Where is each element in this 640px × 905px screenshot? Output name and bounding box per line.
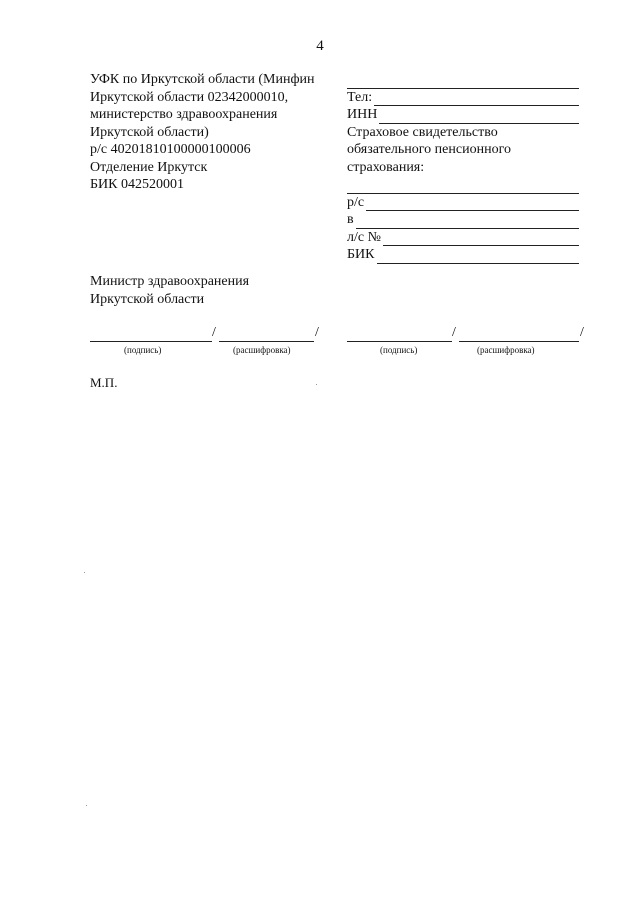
account-field-line[interactable] (366, 197, 579, 211)
minister-title (90, 273, 249, 308)
recipient-requisites (347, 71, 579, 264)
account-label: р/с (347, 194, 365, 210)
decoding-caption: (расшифровка) (477, 345, 535, 355)
bank-field-line[interactable] (356, 215, 579, 229)
page-number: 4 (316, 38, 324, 54)
bik-label: БИК (347, 247, 375, 262)
decoding-line[interactable] (219, 327, 314, 342)
inn-label: ИНН (347, 107, 378, 122)
scan-speck (316, 384, 317, 385)
name-field-row (347, 71, 579, 89)
ministry-requisites (90, 71, 340, 194)
pension-text: обязательного пенсионного (347, 142, 511, 157)
decoding-line[interactable] (459, 327, 579, 342)
personal-account-row (347, 229, 579, 247)
name-field-line[interactable] (347, 75, 579, 89)
signature-caption: (подпись) (124, 345, 162, 355)
bank-row (347, 211, 579, 229)
pension-number-row (347, 176, 579, 194)
signature-caption: (подпись) (380, 345, 418, 355)
bik-row (347, 246, 579, 264)
requisites-line: УФК по Иркутской области (Минфин (90, 72, 315, 87)
bik-line: БИК 042520001 (90, 177, 184, 192)
pension-number-line[interactable] (347, 180, 579, 194)
requisites-line: Иркутской области) (90, 124, 209, 140)
right-signature-block (347, 327, 587, 344)
minister-title-line: Министр здравоохранения (90, 274, 250, 289)
signature-line[interactable] (90, 327, 212, 342)
phone-row (347, 89, 579, 107)
separator-slash: / (212, 325, 216, 340)
phone-label: Тел: (347, 89, 373, 105)
account-line: р/с 40201810100000100006 (90, 142, 251, 157)
pension-text: страхования: (347, 159, 425, 175)
inn-field-line[interactable] (379, 110, 579, 124)
bank-label: в (347, 212, 354, 227)
left-signature-block (90, 327, 330, 344)
account-row (347, 194, 579, 212)
decoding-caption: (расшифровка) (233, 345, 291, 355)
scan-speck (86, 805, 87, 806)
pension-text-row (347, 159, 579, 177)
pension-text-row (347, 124, 579, 142)
phone-field-line[interactable] (374, 92, 579, 106)
bik-field-line[interactable] (377, 250, 580, 264)
pension-text: Страховое свидетельство (347, 124, 498, 140)
separator-slash: / (580, 325, 584, 340)
stamp-place-label: М.П. (90, 375, 118, 390)
separator-slash: / (452, 325, 456, 340)
signature-line[interactable] (347, 327, 452, 342)
pension-text-row (347, 141, 579, 159)
separator-slash: / (315, 325, 319, 340)
requisites-line: Иркутской области 02342000010, (90, 89, 289, 105)
requisites-line: министерство здравоохранения (90, 107, 278, 122)
personal-account-label: л/с № (347, 229, 381, 245)
minister-title-line: Иркутской области (90, 291, 205, 307)
scan-speck (84, 572, 85, 573)
personal-account-field-line[interactable] (383, 232, 579, 246)
bank-branch-line: Отделение Иркутск (90, 159, 208, 175)
inn-row (347, 106, 579, 124)
